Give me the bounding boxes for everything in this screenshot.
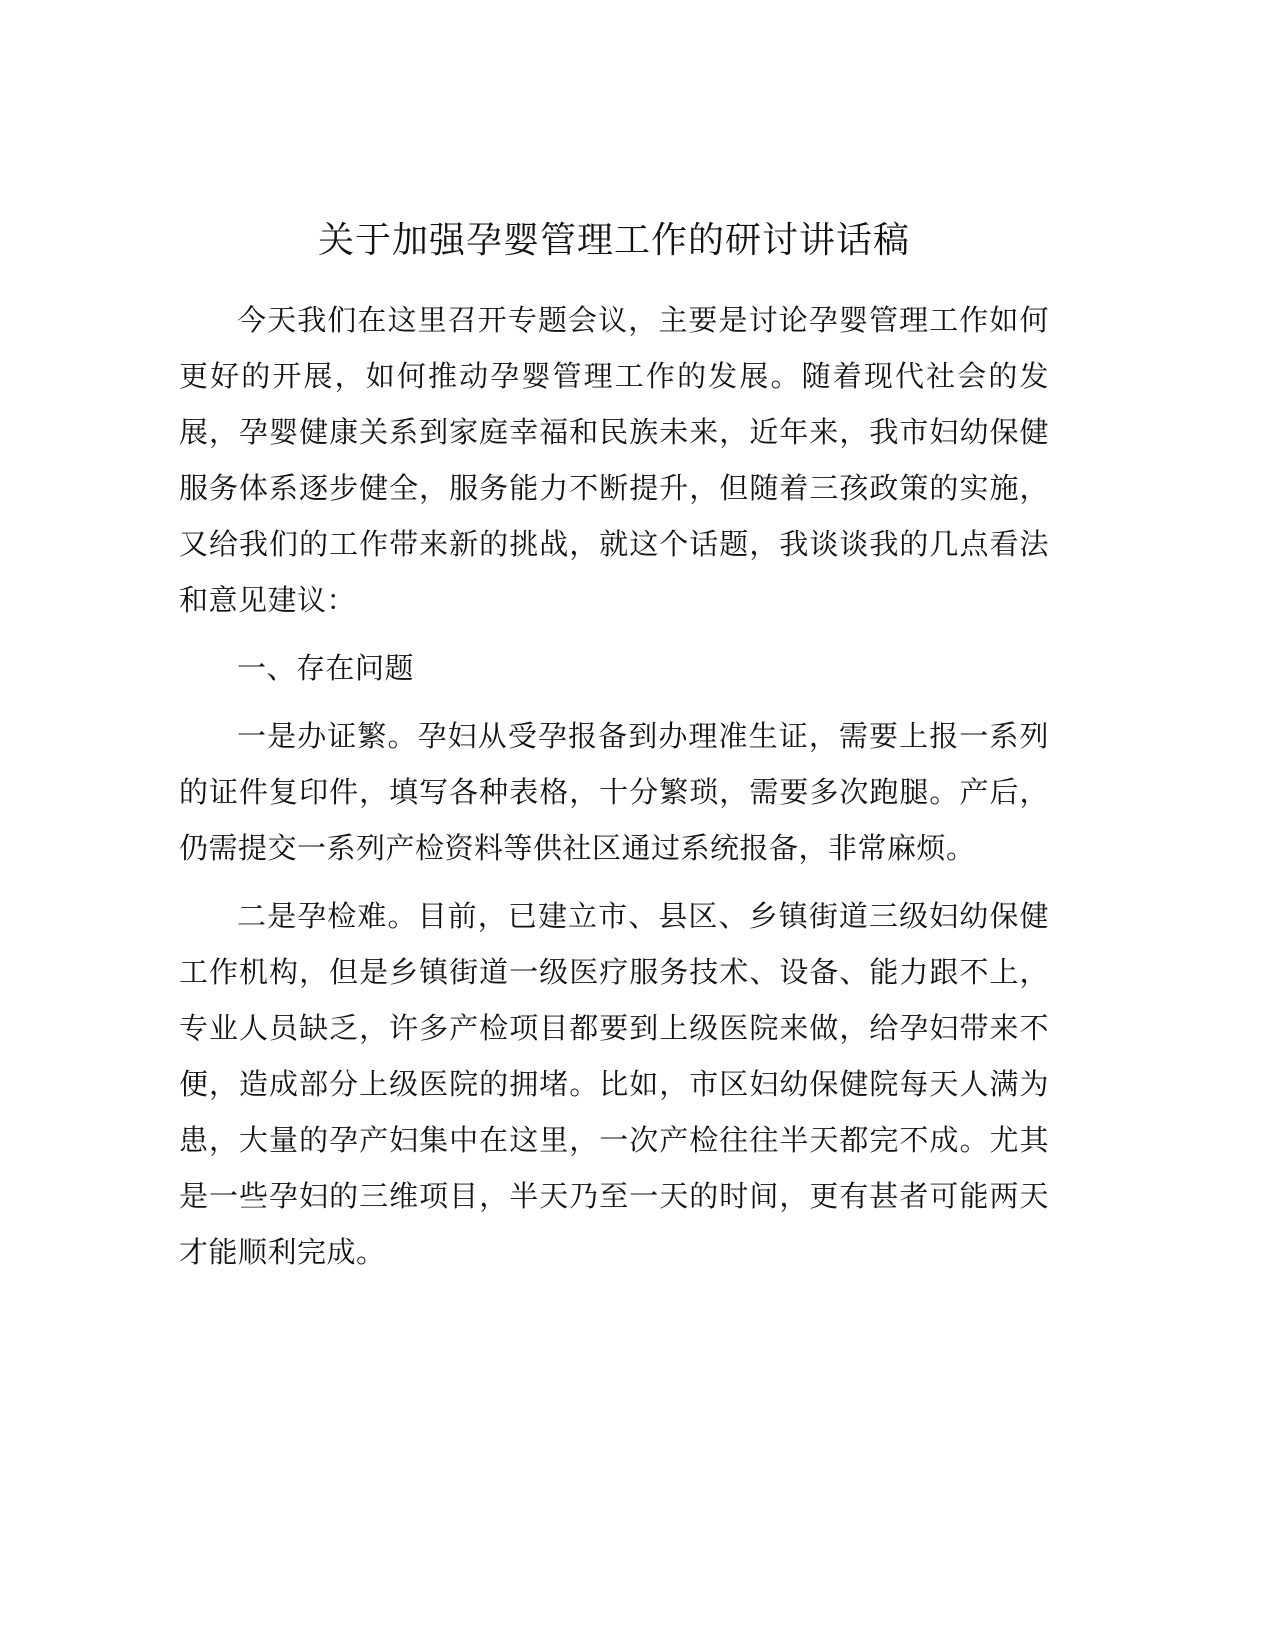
problem-point-1: 一是办证繁。孕妇从受孕报备到办理准生证，需要上报一系列的证件复印件，填写各种表格，十分繁琐，需要多次跑腿。产后，仍需提交一系列产检资料等供社区通过系统报备，非常麻烦。 <box>179 719 1049 865</box>
intro-paragraph: 今天我们在这里召开专题会议，主要是讨论孕婴管理工作如何更好的开展，如何推动孕婴管理工作的发展。随着现代社会的发展，孕婴健康关系到家庭幸福和民族未来，近年来，我市妇幼保健服务体系逐步健全，服务能力不断提升，但随着三孩政策的实施，又给我们的工作带来新的挑战，就这个话题，我谈谈我的几点看法和意见建议： <box>179 303 1049 617</box>
section-heading-problems: 一、存在问题 <box>237 651 415 685</box>
document-title: 关于加强孕婴管理工作的研讨讲话稿 <box>317 220 910 261</box>
problem-point-2: 二是孕检难。目前，已建立市、县区、乡镇街道三级妇幼保健工作机构，但是乡镇街道一级医疗服务技术、设备、能力跟不上，专业人员缺乏，许多产检项目都要到上级医院来做，给孕妇带来不便，造成部分上级医院的拥堵。比如，市区妇幼保健院每天人满为患，大量的孕产妇集中在这里，一次产检往往半天都完不成。尤其是一些孕妇的三维项目，半天乃至一天的时间，更有甚者可能两天才能顺利完成。 <box>179 899 1049 1269</box>
document-body <box>179 212 1049 1292</box>
